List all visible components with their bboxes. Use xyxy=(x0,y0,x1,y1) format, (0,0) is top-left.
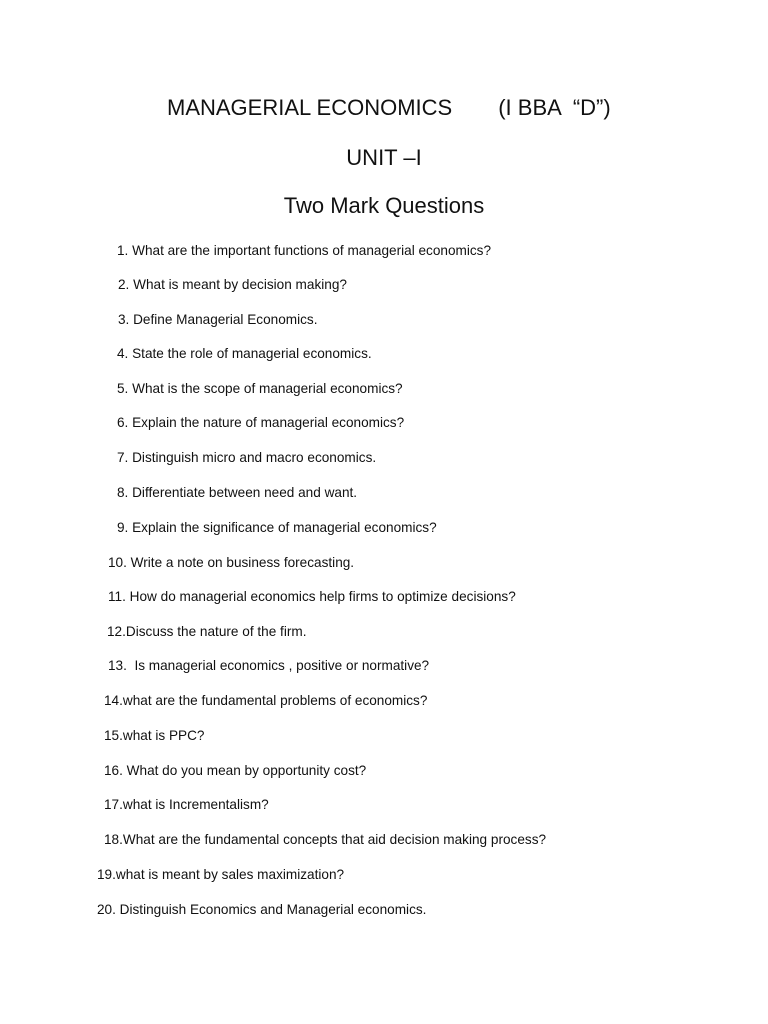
question-item: 7. Distinguish micro and macro economics. xyxy=(117,450,377,465)
question-item: 17.what is Incrementalism? xyxy=(104,797,269,812)
question-item: 12.Discuss the nature of the firm. xyxy=(107,624,307,639)
question-item: 5. What is the scope of managerial economics? xyxy=(117,381,403,396)
question-item: 13. Is managerial economics , positive or normative? xyxy=(108,658,430,673)
section-heading: Two Mark Questions xyxy=(283,193,485,218)
question-item: 20. Distinguish Economics and Managerial economics. xyxy=(97,902,427,917)
question-item: 9. Explain the significance of managerial economics? xyxy=(117,520,437,535)
question-item: 8. Differentiate between need and want. xyxy=(117,485,358,500)
question-item: 19.what is meant by sales maximization? xyxy=(97,867,345,882)
question-item: 10. Write a note on business forecasting. xyxy=(108,555,355,570)
question-item: 1. What are the important functions of managerial economics? xyxy=(117,243,492,258)
document-title xyxy=(167,95,611,121)
question-item: 15.what is PPC? xyxy=(104,728,205,743)
course-label: (I BBA “D”) xyxy=(498,95,611,120)
question-item: 18.What are the fundamental concepts that aid decision making process? xyxy=(104,832,547,847)
question-item: 16. What do you mean by opportunity cost? xyxy=(104,763,367,778)
question-item: 3. Define Managerial Economics. xyxy=(118,312,318,327)
question-item: 6. Explain the nature of managerial economics? xyxy=(117,415,405,430)
question-item: 14.what are the fundamental problems of economics? xyxy=(104,693,428,708)
question-item: 4. State the role of managerial economics. xyxy=(117,346,372,361)
subject-title: MANAGERIAL ECONOMICS xyxy=(167,95,453,120)
unit-heading: UNIT –I xyxy=(346,145,422,170)
question-item: 11. How do managerial economics help firms to optimize decisions? xyxy=(108,589,516,604)
question-item: 2. What is meant by decision making? xyxy=(118,277,347,292)
